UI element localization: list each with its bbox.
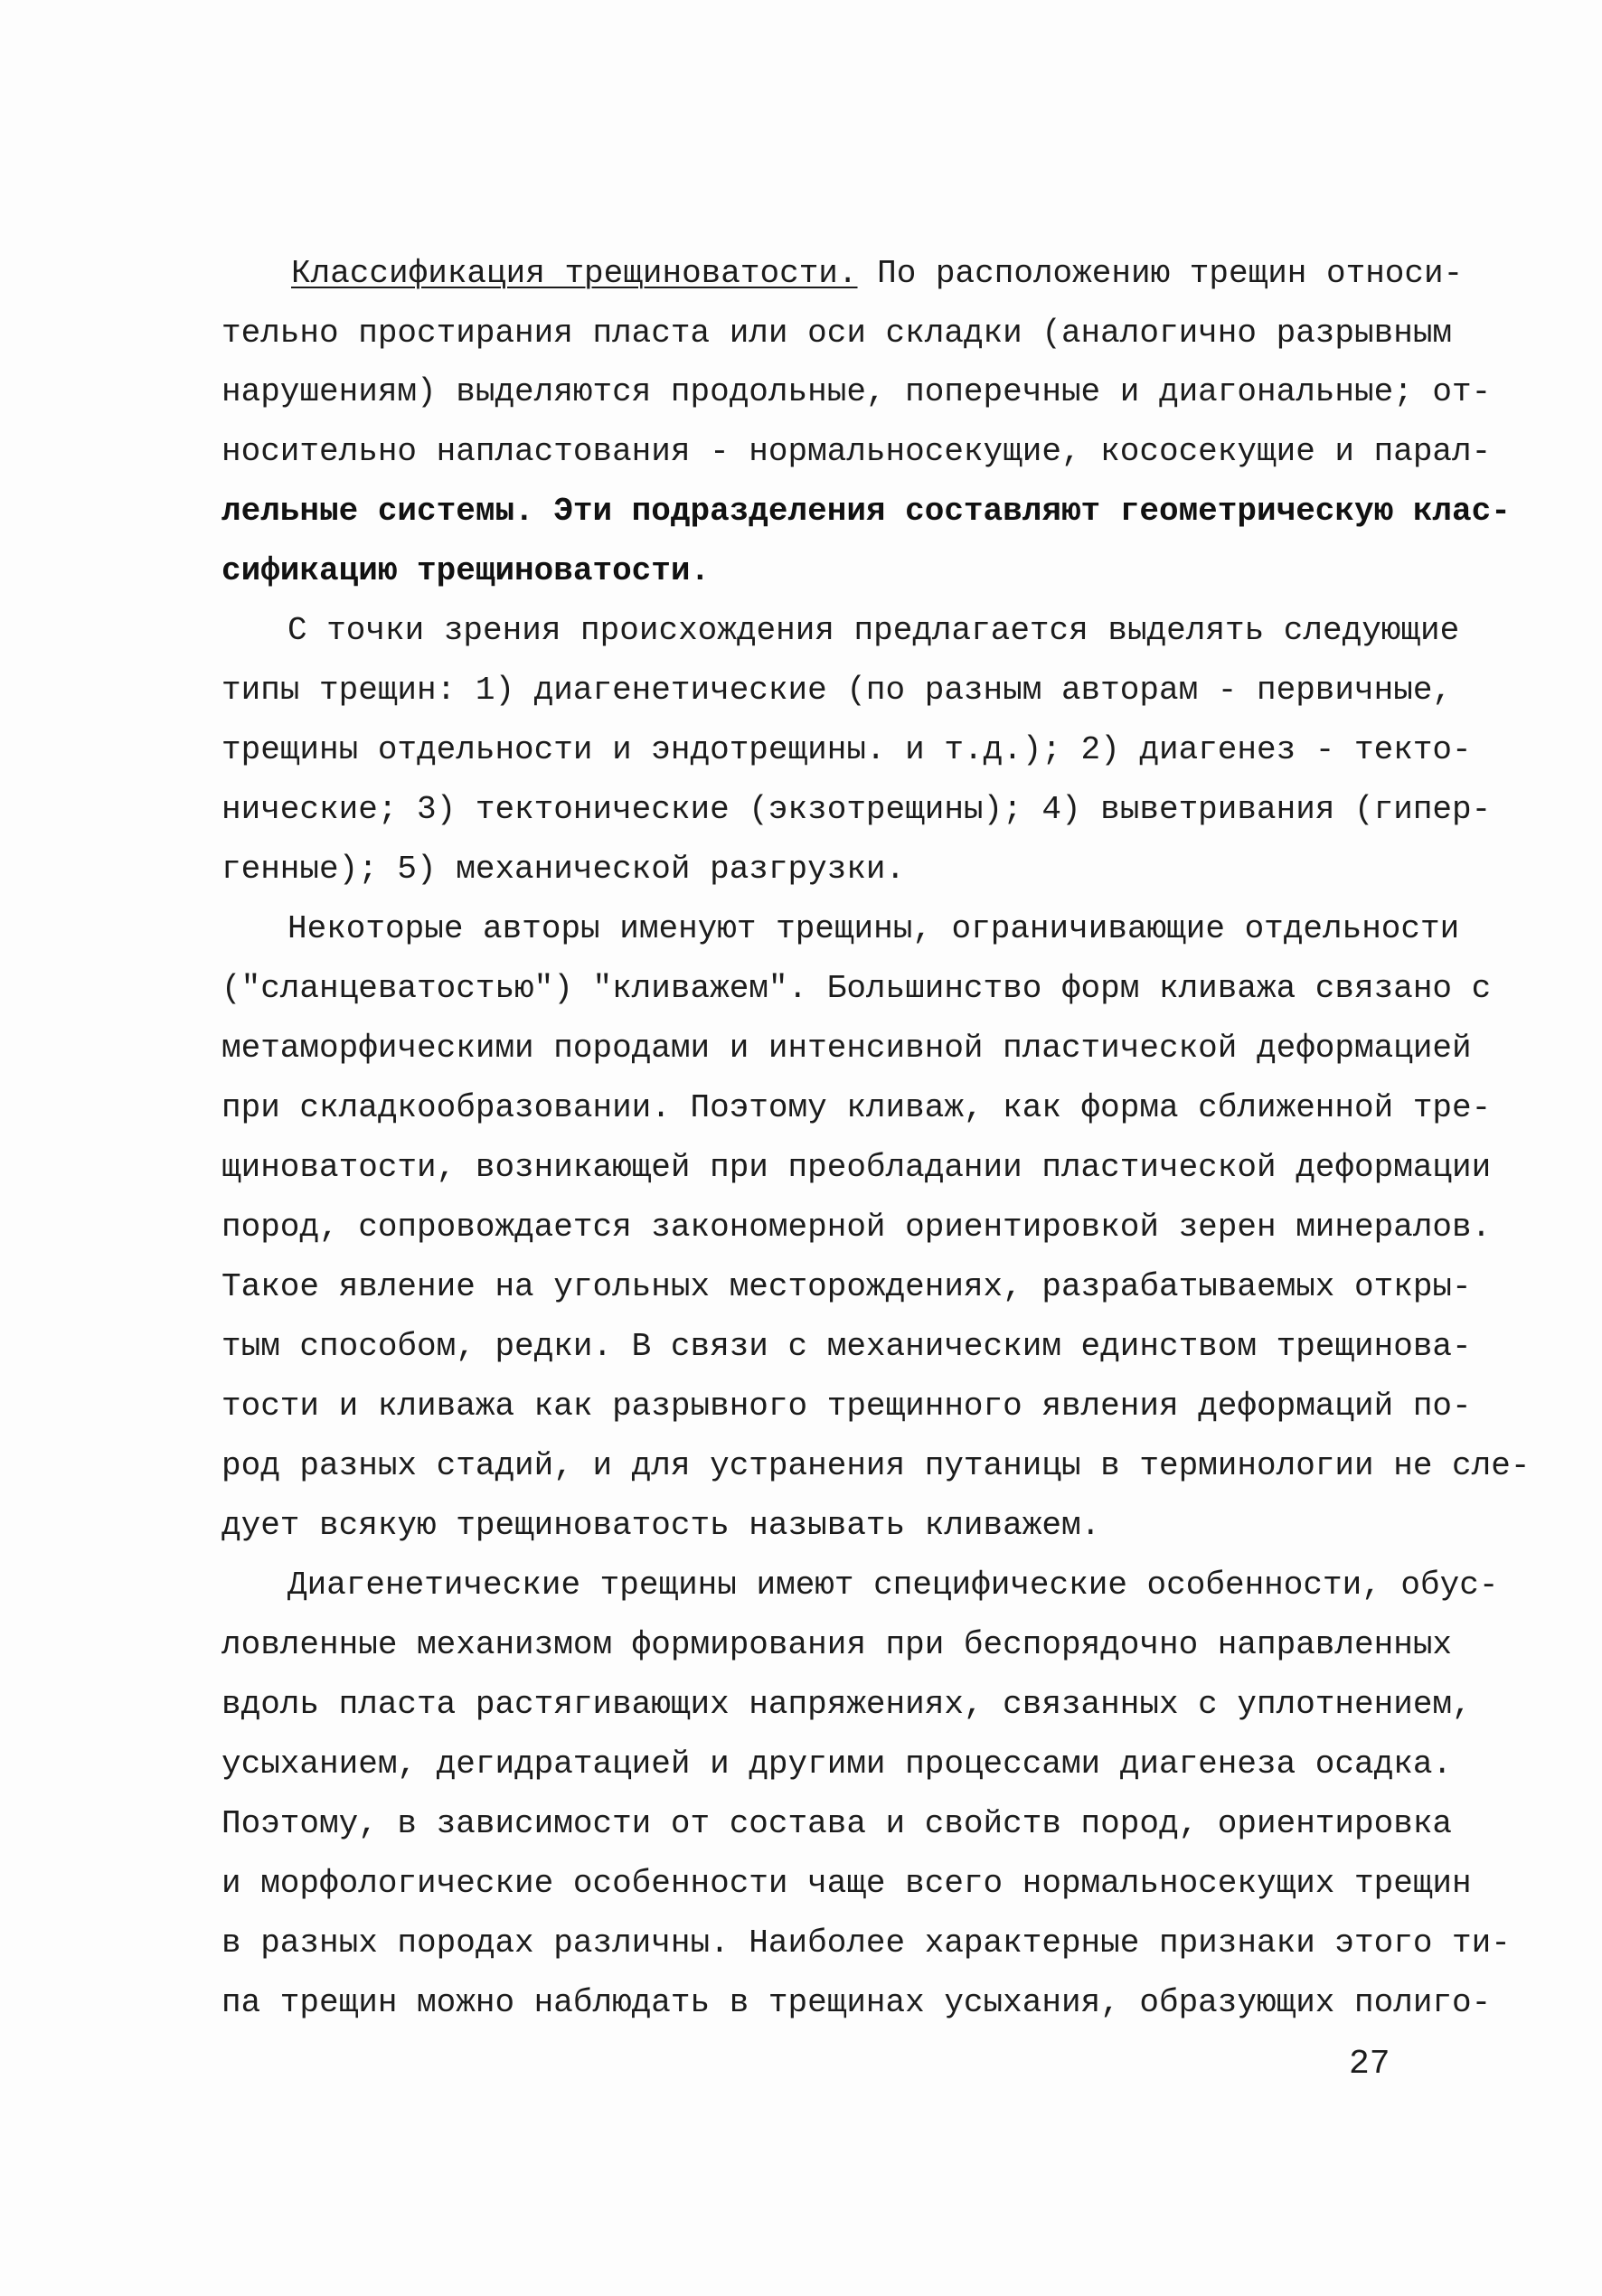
paragraph-1-line-1-text: По расположению трещин относи- — [857, 255, 1464, 292]
paragraph-4-line-1: Диагенетические трещины имеют специфические особенности, обус- — [287, 1567, 1499, 1604]
paragraph-4-line-4: усыханием, дегидратацией и другими процессами диагенеза осадка. — [221, 1746, 1453, 1783]
paragraph-2-line-1: С точки зрения происхождения предлагается выделять следующие — [287, 612, 1460, 649]
paragraph-1-line-4: носительно напластования - нормальносекущие, кососекущие и парал- — [221, 433, 1492, 470]
paragraph-3-line-9: тости и кливажа как разрывного трещинного явления деформаций по- — [221, 1388, 1472, 1425]
paragraph-1-line-5: лельные системы. Эти подразделения составляют геометрическую клас- — [221, 493, 1511, 530]
paragraph-4-line-8: па трещин можно наблюдать в трещинах усыхания, образующих полиго- — [221, 1984, 1492, 2021]
paragraph-3-line-1: Некоторые авторы именуют трещины, ограничивающие отдельности — [287, 910, 1460, 947]
paragraph-4-line-7: в разных породах различны. Наиболее характерные признаки этого ти- — [221, 1924, 1511, 1962]
paragraph-1-line-2: тельно простирания пласта или оси складки (аналогично разрывным — [221, 315, 1453, 352]
paragraph-4-line-2: ловленные механизмом формирования при беспорядочно направленных — [221, 1626, 1453, 1663]
paragraph-4-line-6: и морфологические особенности чаще всего нормальносекущих трещин — [221, 1865, 1472, 1902]
paragraph-2-line-5: генные); 5) механической разгрузки. — [221, 851, 906, 888]
paragraph-3-line-7: Такое явление на угольных месторождениях, разрабатываемых откры- — [221, 1268, 1472, 1305]
paragraph-3-line-11: дует всякую трещиноватость называть кливажем. — [221, 1507, 1101, 1544]
paragraph-3-line-2: ("сланцеватостью") "кливажем". Большинство форм кливажа связано с — [221, 970, 1492, 1007]
paragraph-1-line-6: сификацию трещиноватости. — [221, 552, 711, 589]
paragraph-2-line-4: нические; 3) тектонические (экзотрещины); 4) выветривания (гипер- — [221, 791, 1492, 828]
paragraph-3-line-3: метаморфическими породами и интенсивной пластической деформацией — [221, 1030, 1472, 1067]
paragraph-1-line-3: нарушениям) выделяются продольные, поперечные и диагональные; от- — [221, 373, 1492, 410]
paragraph-1-line-1 — [291, 256, 1463, 292]
paragraph-3-line-10: род разных стадий, и для устранения путаницы в терминологии не сле- — [221, 1447, 1531, 1484]
paragraph-2-line-2: типы трещин: 1) диагенетические (по разным авторам - первичные, — [221, 672, 1453, 709]
paragraph-3-line-4: при складкообразовании. Поэтому кливаж, как форма сближенной тре- — [221, 1089, 1492, 1126]
paragraph-2-line-3: трещины отдельности и эндотрещины. и т.д.); 2) диагенез - текто- — [221, 731, 1472, 768]
paragraph-3-line-5: щиноватости, возникающей при преобладании пластической деформации — [221, 1149, 1492, 1186]
paragraph-3-line-6: пород, сопровождается закономерной ориентировкой зерен минералов. — [221, 1209, 1492, 1246]
page-number: 27 — [1349, 2045, 1390, 2084]
paragraph-4-line-5: Поэтому, в зависимости от состава и свойств пород, ориентировка — [221, 1805, 1453, 1842]
paragraph-3-line-8: тым способом, редки. В связи с механическим единством трещинова- — [221, 1328, 1472, 1365]
section-heading: Классификация трещиноватости. — [291, 255, 858, 292]
paragraph-4-line-3: вдоль пласта растягивающих напряжениях, связанных с уплотнением, — [221, 1686, 1472, 1723]
